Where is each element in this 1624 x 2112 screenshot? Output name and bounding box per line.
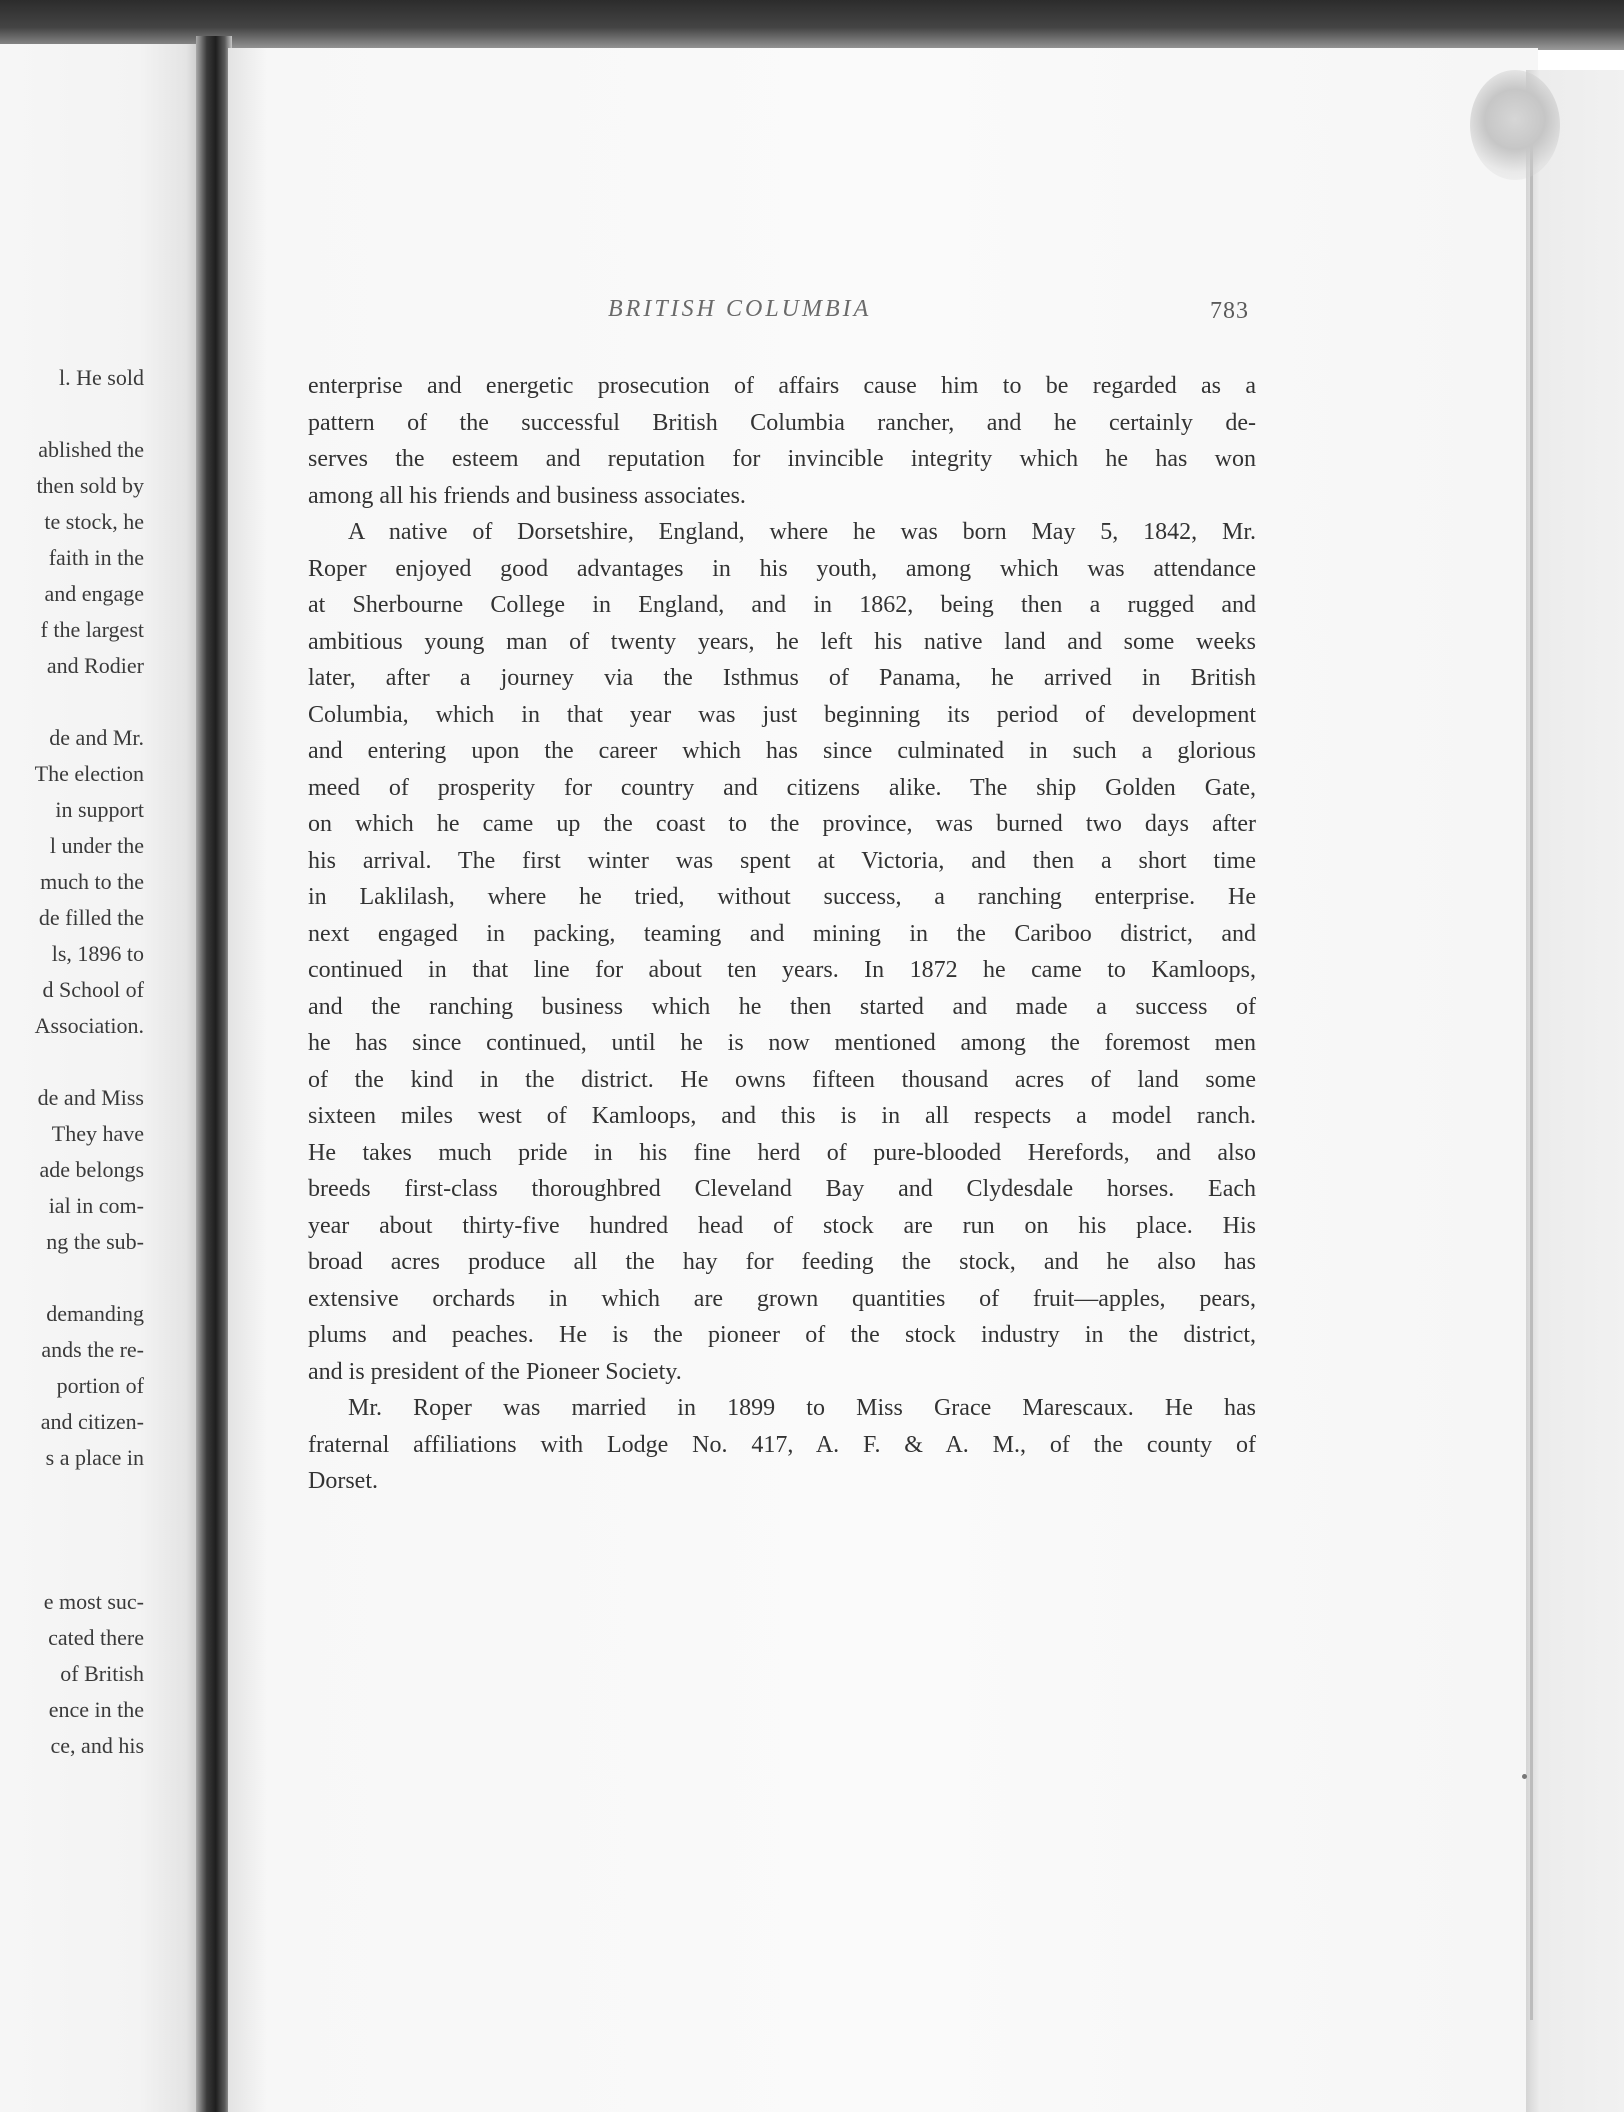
left-page-line [0, 396, 144, 432]
text-line: plums and peaches. He is the pioneer of the stock industry in the district, [308, 1322, 1256, 1348]
page-stain [1470, 70, 1560, 180]
left-page-line: cated there [48, 1625, 144, 1650]
paragraph [308, 368, 1256, 514]
left-page-line: de and Mr. [49, 725, 144, 750]
left-page-line: l under the [49, 833, 144, 858]
page-edge [1526, 70, 1624, 2112]
text-line: among all his friends and business associates. [308, 482, 746, 509]
left-page-line: s a place in [45, 1445, 144, 1470]
scanner-shadow [0, 0, 1624, 50]
text-line: of the kind in the district. He owns fifteen thousand acres of land some [308, 1066, 1256, 1093]
left-page-line: d School of [42, 977, 144, 1002]
text-line: extensive orchards in which are grown quantities of fruit—apples, pears, [308, 1285, 1256, 1312]
left-page-line: ablished the [38, 437, 144, 462]
left-page-text [0, 360, 144, 1764]
left-page-line: demanding [46, 1301, 144, 1326]
text-line: serves the esteem and reputation for invincible integrity which he has won [308, 446, 1256, 472]
text-line: broad acres produce all the hay for feeding the stock, and he also has [308, 1249, 1256, 1275]
body-text [308, 368, 1256, 1500]
text-line: later, after a journey via the Isthmus of Panama, he arrived in British [308, 665, 1256, 691]
text-line: continued in that line for about ten years. In 1872 he came to Kamloops, [308, 957, 1256, 983]
left-page-line: l. He sold [59, 365, 144, 390]
left-page-line: te stock, he [44, 509, 144, 534]
page-number: 783 [1210, 298, 1249, 324]
running-head: BRITISH COLUMBIA [608, 296, 872, 322]
text-line: fraternal affiliations with Lodge No. 417, A. F. & A. M., of the county of [308, 1431, 1256, 1458]
text-line: Columbia, which in that year was just beginning its period of development [308, 701, 1256, 728]
text-line: meed of prosperity for country and citizens alike. The ship Golden Gate, [308, 774, 1256, 801]
dust-speck [1522, 1774, 1527, 1779]
text-line: at Sherbourne College in England, and in 1862, being then a rugged and [308, 592, 1256, 618]
left-page-line: then sold by [36, 473, 144, 498]
left-page-line: ade belongs [39, 1157, 144, 1182]
left-page-line: de filled the [38, 905, 144, 930]
text-line: Mr. Roper was married in 1899 to Miss Grace Marescaux. He has [348, 1395, 1256, 1421]
left-page-line: They have [51, 1121, 144, 1146]
left-page-line [0, 1476, 144, 1512]
left-page-line: f the largest [40, 617, 144, 642]
left-page-line: de and Miss [37, 1085, 144, 1110]
text-line: in Laklilash, where he tried, without success, a ranching enterprise. He [308, 884, 1256, 910]
text-line: Dorset. [308, 1468, 378, 1494]
left-page-line: in support [55, 797, 144, 822]
text-line: sixteen miles west of Kamloops, and this is in all respects a model ranch. [308, 1103, 1256, 1129]
left-page-line: of British [60, 1661, 144, 1686]
text-line: enterprise and energetic prosecution of affairs cause him to be regarded as a [308, 373, 1256, 399]
text-line: on which he came up the coast to the province, was burned two days after [308, 811, 1256, 837]
left-page-line: much to the [40, 869, 144, 894]
left-page-line: and engage [44, 581, 144, 606]
text-line: ambitious young man of twenty years, he left his native land and some weeks [308, 628, 1256, 655]
left-page-line [0, 1512, 144, 1548]
left-page-line: e most suc- [43, 1589, 144, 1614]
left-page-line: ls, 1896 to [51, 941, 144, 966]
text-line: he has since continued, until he is now mentioned among the foremost men [308, 1030, 1256, 1056]
left-page-line: and Rodier [46, 653, 144, 678]
left-page-line [0, 1260, 144, 1296]
left-page-line: ands the re- [41, 1337, 144, 1362]
paragraph [308, 514, 1256, 1390]
left-page-line [0, 684, 144, 720]
text-line: and is president of the Pioneer Society. [308, 1358, 682, 1385]
left-page-line [0, 1548, 144, 1584]
left-page-line: ial in com- [48, 1193, 144, 1218]
left-page-line: ence in the [48, 1697, 144, 1722]
left-page-line [0, 1044, 144, 1080]
left-page-line: faith in the [48, 545, 144, 570]
text-line: He takes much pride in his fine herd of pure-blooded Herefords, and also [308, 1139, 1256, 1166]
text-line: Roper enjoyed good advantages in his youth, among which was attendance [308, 555, 1256, 582]
text-line: and entering upon the career which has since culminated in such a glorious [308, 738, 1256, 764]
page-edge-line [1530, 120, 1533, 2020]
left-page-line: ce, and his [50, 1733, 144, 1758]
text-line: breeds first-class thoroughbred Cleveland Bay and Clydesdale horses. Each [308, 1176, 1256, 1202]
left-page-line: and citizen- [40, 1409, 144, 1434]
text-line: and the ranching business which he then started and made a success of [308, 993, 1256, 1020]
text-line: pattern of the successful British Columbia rancher, and he certainly de- [308, 409, 1256, 436]
left-page-line: ng the sub- [46, 1229, 144, 1254]
text-line: next engaged in packing, teaming and mining in the Cariboo district, and [308, 920, 1256, 947]
text-line: year about thirty-five hundred head of stock are run on his place. His [308, 1212, 1256, 1239]
text-line: his arrival. The first winter was spent at Victoria, and then a short time [308, 847, 1256, 874]
left-page-line: portion of [56, 1373, 144, 1398]
left-page-line: Association. [34, 1013, 144, 1038]
text-line: A native of Dorsetshire, England, where he was born May 5, 1842, Mr. [348, 519, 1256, 545]
paragraph [308, 1390, 1256, 1500]
left-page-line: The election [34, 761, 144, 786]
book-gutter [196, 36, 232, 2112]
